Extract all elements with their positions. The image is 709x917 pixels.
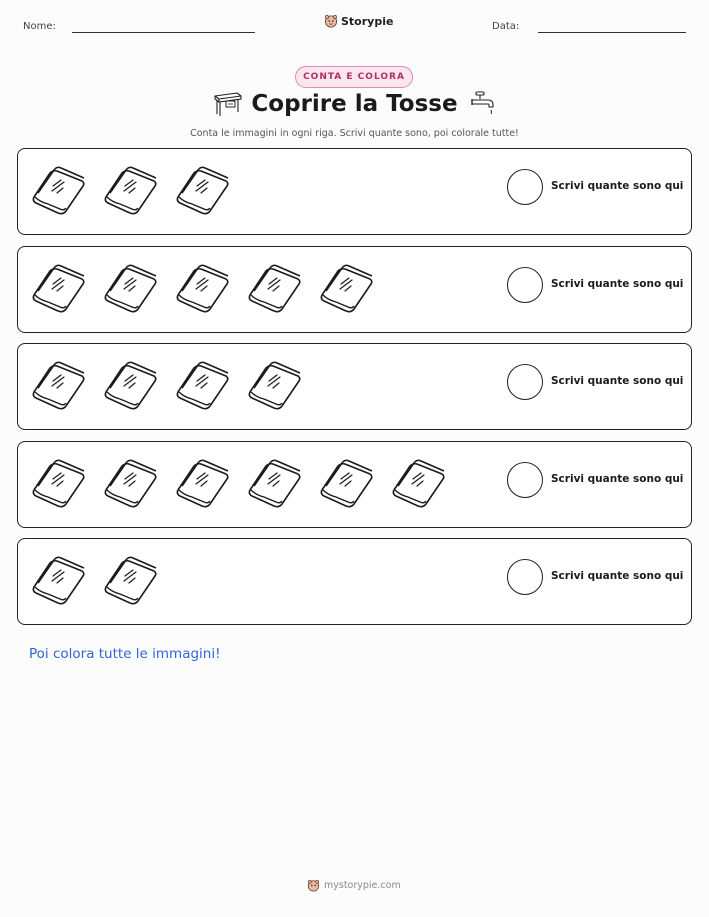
tissue-group: [30, 356, 304, 414]
counting-row: [17, 538, 692, 625]
footer-url: mystorypie.com: [324, 880, 401, 891]
date-field[interactable]: [538, 32, 686, 33]
counting-row: [17, 343, 692, 430]
tissue-icon[interactable]: [174, 356, 232, 414]
answer-circle[interactable]: [507, 462, 543, 498]
answer-label: Scrivi quante sono qui: [551, 472, 684, 485]
answer-circle[interactable]: [507, 364, 543, 400]
footer: [307, 879, 401, 892]
counting-row: [17, 246, 692, 333]
date-label: Data:: [492, 21, 520, 32]
page-title: Coprire la Tosse: [251, 91, 458, 117]
storypie-mascot-icon: [307, 879, 320, 892]
counting-row: [17, 441, 692, 528]
brand-name: Storypie: [341, 14, 394, 28]
brand-logo: [324, 14, 393, 28]
answer-circle[interactable]: [507, 559, 543, 595]
storypie-mascot-icon: [324, 14, 338, 28]
tissue-icon[interactable]: [30, 551, 88, 609]
activity-badge: CONTA E COLORA: [295, 66, 413, 88]
tissue-group: [30, 259, 376, 317]
tissue-icon[interactable]: [102, 259, 160, 317]
tissue-icon[interactable]: [246, 454, 304, 512]
tissue-icon[interactable]: [102, 356, 160, 414]
tissue-icon[interactable]: [30, 259, 88, 317]
worksheet-header: [0, 0, 709, 44]
tissue-icon[interactable]: [174, 161, 232, 219]
instructions: Conta le immagini in ogni riga. Scrivi quante sono, poi colorale tutte!: [190, 128, 519, 139]
tissue-group: [30, 551, 160, 609]
tissue-icon[interactable]: [318, 454, 376, 512]
answer-label: Scrivi quante sono qui: [551, 375, 684, 387]
name-label: Nome:: [23, 21, 56, 32]
counting-row: [17, 148, 692, 235]
answer-label: Scrivi quante sono qui: [551, 180, 684, 192]
tissue-icon[interactable]: [102, 454, 160, 512]
name-field[interactable]: [72, 32, 255, 33]
tissue-icon[interactable]: [30, 454, 88, 512]
color-instruction: Poi colora tutte le immagini!: [29, 646, 221, 662]
tissue-icon[interactable]: [30, 356, 88, 414]
answer-label: Scrivi quante sono qui: [551, 277, 684, 290]
tissue-icon[interactable]: [390, 454, 448, 512]
faucet-icon: [467, 90, 497, 118]
tissue-icon[interactable]: [246, 259, 304, 317]
tissue-icon[interactable]: [246, 356, 304, 414]
answer-label: Scrivi quante sono qui: [551, 570, 684, 582]
answer-circle[interactable]: [507, 267, 543, 303]
tissue-icon[interactable]: [102, 161, 160, 219]
tissue-icon[interactable]: [174, 454, 232, 512]
tissue-icon[interactable]: [174, 259, 232, 317]
tissue-icon[interactable]: [102, 551, 160, 609]
tissue-group: [30, 454, 448, 512]
answer-circle[interactable]: [507, 169, 543, 205]
tissue-group: [30, 161, 232, 219]
tissue-icon[interactable]: [318, 259, 376, 317]
tissue-icon[interactable]: [30, 161, 88, 219]
